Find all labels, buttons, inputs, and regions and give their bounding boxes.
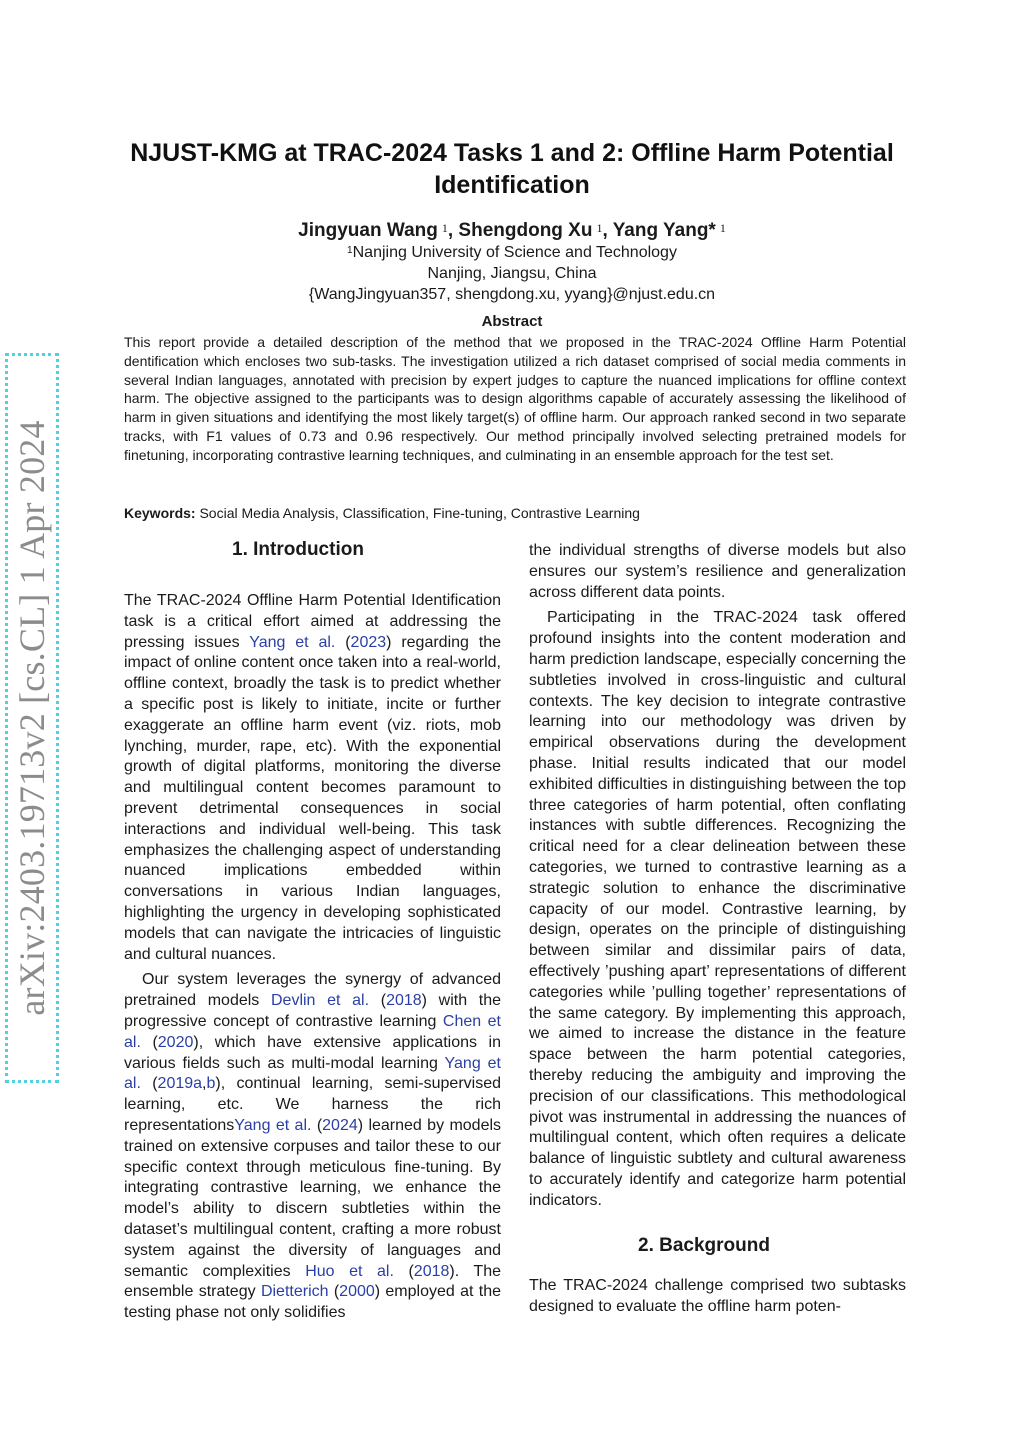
- affiliation-marker: 1: [347, 245, 353, 256]
- author-emails: {WangJingyuan357, shengdong.xu, yyang}@njust.edu.cn: [308, 286, 716, 303]
- affiliation-marker: 1: [441, 221, 448, 235]
- citation-year-link[interactable]: 2018: [413, 1262, 450, 1280]
- author-list: [110, 219, 914, 243]
- affiliation-location: Nanjing, Jiangsu, China: [427, 265, 597, 282]
- citation-link[interactable]: Yang et al.: [234, 1116, 312, 1134]
- paragraph-text: The TRAC-2024 Offline Harm Potential Identification task is a critical effort aimed at addressing the pressing issues: [124, 592, 501, 651]
- paragraph: The TRAC-2024 challenge comprised two subtasks designed to evaluate the offline harm poten-: [529, 1277, 906, 1315]
- affiliation-institution: [110, 243, 914, 263]
- citation-link[interactable]: Yang et al.: [124, 1054, 502, 1093]
- citation-year-link[interactable]: 2023: [350, 633, 387, 651]
- author-separator: ,: [602, 220, 608, 241]
- paragraph-text: , which have extensive applications in various fields such as multi-modal learning: [124, 1033, 501, 1072]
- right-column: [529, 541, 906, 1212]
- citation-link[interactable]: Devlin et al.: [270, 992, 370, 1010]
- section-heading-background: 2. Background: [638, 1235, 770, 1256]
- paragraph: The TRAC-2024 Offline Harm Potential Identification task is a critical effort aimed at addressing the pressing issues Yang et al. (2023) regarding the impact of online content once taken into a real-world, offline context, broadly the task is to predict whether a specific post is likely to initiate, incite or further exaggerate an offline harm event (viz. riots, mob lynching, murder, rape, etc). With the exponential growth of digital platforms, monitoring the diverse and multilingual content becomes paramount to prevent detrimental consequences in social interactions and individual well-being. This task emphasizes the challenging aspect of understanding nuanced implications embedded within conversations in various Indian languages, highlighting the urgency in developing sophisticated models that can navigate the intricacies of linguistic and cultural nuances.: [124, 592, 502, 963]
- author-name: Shengdong Xu: [458, 220, 593, 241]
- paragraph-text: employed at the testing phase not only solidifies: [124, 1283, 502, 1322]
- paper-title: NJUST-KMG at TRAC-2024 Tasks 1 and 2: Offline Harm Potential Identification: [130, 139, 894, 199]
- abstract-heading: Abstract: [481, 313, 543, 330]
- paragraph: the individual strengths of diverse models but also ensures our system’s resilience and generalization across different data points.: [529, 542, 906, 601]
- paragraph-text: regarding the impact of online content once taken into a real-world, offline context, broadly the task is to predict whether a specific post is likely to initiate, incite or further exaggerate an offline harm event (viz. riots, mob lynching, murder, rape, etc). With the exponential growth of digital platforms, monitoring the diverse and multilingual content becomes paramount to prevent detrimental consequences in social interactions and individual well-being. This task emphasizes the challenging aspect of understanding nuanced implications embedded within conversations in various Indian languages, highlighting the urgency in developing sophisticated models that can navigate the intricacies of linguistic and cultural nuances.: [124, 633, 502, 963]
- paragraph-text: with the progressive concept of contrastive learning: [124, 992, 502, 1030]
- paragraph: Our system leverages the synergy of advanced pretrained models Devlin et al. (2018) with the progressive concept of contrastive learning Chen et al. (2020), which have extensive applications in various fields such as multi-modal learning Yang et al. (2019a,b), continual learning, semi-supervised learning, etc. We harness the rich representationsYang et al. (2024) learned by models trained on extensive corpuses and tailor these to our specific context through meticulous fine-tuning. By integrating contrastive learning, we enhance the model’s ability to discern subtleties within the dataset’s multilingual content, crafting a more robust system against the diversity of languages and semantic complexities Huo et al. (2018). The ensemble strategy Dietterich (2000) employed at the testing phase not only solidifies: [124, 971, 502, 1322]
- section-heading-introduction: 1. Introduction: [232, 539, 364, 560]
- abstract-body: This report provide a detailed description of the method that we proposed in the TRAC-2024 Offline Harm Potential dentification which encloses two sub-tasks. The investigation utilized a rich dataset comprised of social media comments in several Indian languages, annotated with precision by expert judges to capture the nuanced implications for offline context harm. The objective assigned to the participants was to design algorithms capable of accurately assessing the likelihood of harm in given situations and identifying the most likely target(s) of offline harm. Our approach ranked second in two separate tracks, with F1 values of 0.73 and 0.96 respectively. Our method principally involved selecting pretrained models for finetuning, incorporating contrastive learning techniques, and culminating in an ensemble approach for the test set.: [124, 334, 906, 463]
- paragraph-text: Our system leverages the synergy of advanced pretrained models: [124, 971, 501, 1010]
- left-column: [124, 591, 501, 1324]
- keywords-text: Social Media Analysis, Classification, Fine-tuning, Contrastive Learning: [199, 505, 640, 521]
- author-separator: ,: [447, 220, 454, 241]
- paragraph: Participating in the TRAC-2024 task offered profound insights into the content moderation and harm prediction landscape, especially concerning the subtleties involved in cross-linguistic and cultural contexts. The key decision to integrate contrastive learning into our methodology was driven by empirical observations during the development phase. Initial results indicated that our model exhibited difficulties in distinguishing between the top three categories of harm potential, often conflating instances with subtle differences. Recognizing the critical need for a clear delineation between these categories, we turned to contrastive learning as a strategic solution to enhance the discriminative capacity of our model. Contrastive learning, by design, operates on the principle of distinguishing between similar and dissimilar pairs of data, effectively ’pushing apart’ representations of different categories while ’pulling together’ representations of the same category. By implementing this approach, we aimed to increase the distance in the feature space between the harm potential categories, thereby reducing the ambiguity and improving the precision of our classifications. This methodological pivot was instrumental in addressing the nuances of multilingual content, which often requires a delicate balance of linguistic subtlety and cultural awareness to accurately identify and categorize harm potential indicators.: [529, 609, 906, 1209]
- citation-year-link[interactable]: 2000: [339, 1283, 375, 1301]
- keywords-label: Keywords:: [124, 505, 196, 521]
- institution-name: Nanjing University of Science and Technology: [352, 244, 677, 261]
- author-name: Jingyuan Wang: [298, 220, 438, 241]
- paragraph-text: learned by models trained on extensive corpuses and tailor these to our specific context through meticulous fine-tuning. By integrating contrastive learning, we enhance the model’s ability to discern subtleties within the dataset’s multilingual content, crafting a more robust system against the diversity of languages and semantic complexities: [124, 1116, 502, 1280]
- paragraph-text: , continual learning, semi-supervised learning, etc. We harness the rich representations: [124, 1075, 501, 1134]
- citation-year-link[interactable]: 2024: [322, 1116, 358, 1134]
- citation-year-link[interactable]: 2018: [386, 992, 422, 1010]
- paragraph-text: . The ensemble strategy: [124, 1262, 502, 1301]
- arxiv-identifier-stamp: arXiv:2403.19713v2 [cs.CL] 1 Apr 2024: [10, 358, 54, 1078]
- citation-link[interactable]: Huo et al.: [305, 1262, 394, 1280]
- background-column: [529, 1276, 906, 1318]
- citation-link[interactable]: Dietterich: [260, 1283, 329, 1301]
- citation-year-link[interactable]: 2019a: [157, 1075, 203, 1093]
- author-name: Yang Yang*: [612, 220, 716, 241]
- affiliation-marker: 1: [719, 221, 726, 235]
- citation-link[interactable]: Yang et al.: [249, 633, 336, 651]
- citation-link[interactable]: Chen et al.: [124, 1012, 502, 1051]
- keywords: [124, 504, 906, 522]
- citation-year-link[interactable]: 2020: [157, 1033, 194, 1051]
- citation-year-link[interactable]: b: [206, 1075, 216, 1093]
- affiliation-marker: 1: [596, 221, 603, 235]
